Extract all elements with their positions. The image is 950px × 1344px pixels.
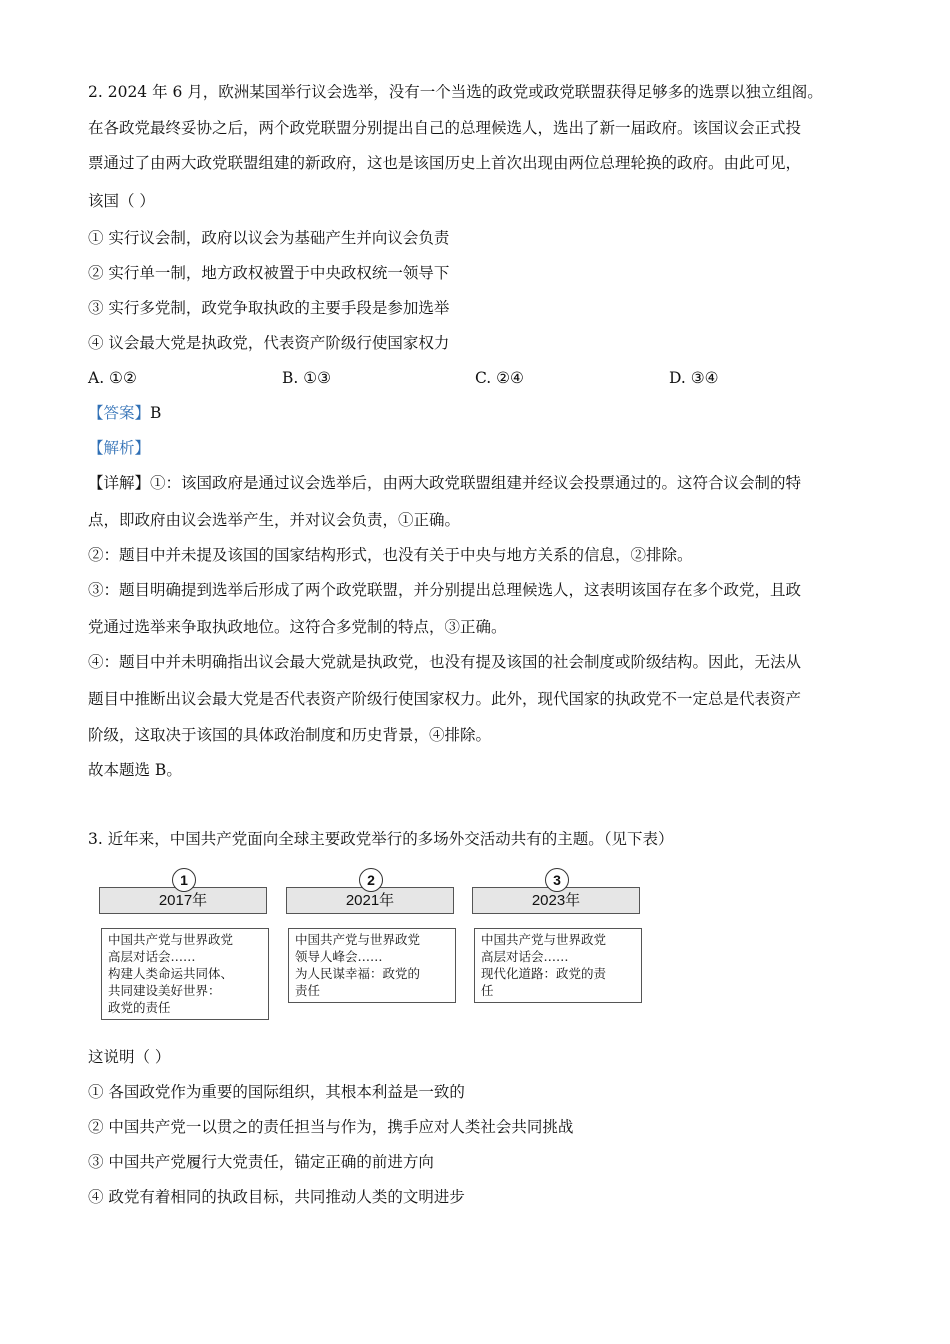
year-header-3: 2023年 bbox=[472, 887, 640, 914]
q2-detail-line-7: 题目中推断出议会最大党是否代表资产阶级行使国家权力。此外，现代国家的执政党不一定总是代表资产 bbox=[88, 690, 802, 708]
event-box-1: 中国共产党与世界政党 高层对话会…… 构建人类命运共同体、 共同建设美好世界： 政党的责任 bbox=[101, 928, 269, 1020]
q3-statement-2: ② 中国共产党一以贯之的责任担当与作为，携手应对人类社会共同挑战 bbox=[88, 1118, 574, 1136]
q3-statement-4: ④ 政党有着相同的执政目标，共同推动人类的文明进步 bbox=[88, 1188, 465, 1206]
q2-option-b: B. ①③ bbox=[282, 369, 332, 387]
event-box-2: 中国共产党与世界政党 领导人峰会…… 为人民谋幸福：政党的 责任 bbox=[288, 928, 456, 1003]
q2-stem-line-3: 票通过了由两大政党联盟组建的新政府，这也是该国历史上首次出现由两位总理轮换的政府。由此可见， bbox=[88, 154, 802, 172]
q2-stem-line-2: 在各政党最终妥协之后，两个政党联盟分别提出自己的总理候选人，选出了新一届政府。该国议会正式投 bbox=[88, 119, 802, 137]
q2-detail-line-2: 点，即政府由议会选举产生，并对议会负责，①正确。 bbox=[88, 511, 461, 529]
q3-prompt: 这说明（ ） bbox=[88, 1048, 171, 1066]
q2-detail-line-6: ④：题目中并未明确指出议会最大党就是执政党，也没有提及该国的社会制度或阶级结构。因此，无法从 bbox=[88, 653, 802, 671]
detail-tag: 【详解】 bbox=[88, 474, 151, 492]
analysis-tag: 【解析】 bbox=[88, 439, 151, 457]
answer-tag: 【答案】 bbox=[88, 404, 151, 422]
number-circle-3: 3 bbox=[545, 868, 569, 892]
q2-detail-line-8: 阶级，这取决于该国的具体政治制度和历史背景，④排除。 bbox=[88, 726, 492, 744]
year-header-1: 2017年 bbox=[99, 887, 267, 914]
q3-statement-3: ③ 中国共产党履行大党责任，锚定正确的前进方向 bbox=[88, 1153, 434, 1171]
number-circle-2: 2 bbox=[359, 868, 383, 892]
event-box-3: 中国共产党与世界政党 高层对话会…… 现代化道路：政党的责 任 bbox=[474, 928, 642, 1003]
q2-conclusion: 故本题选 B。 bbox=[88, 761, 182, 779]
q2-statement-1: ① 实行议会制，政府以议会为基础产生并向议会负责 bbox=[88, 229, 450, 247]
q2-detail-line-1 bbox=[88, 472, 878, 494]
q2-detail-line-3: ②：题目中并未提及该国的国家结构形式，也没有关于中央与地方关系的信息，②排除。 bbox=[88, 546, 693, 564]
q2-answer bbox=[88, 402, 878, 424]
q2-option-c: C. ②④ bbox=[475, 369, 524, 387]
detail-first-text: ①：该国政府是通过议会选举后，由两大政党联盟组建并经议会投票通过的。这符合议会制的特 bbox=[150, 474, 802, 492]
q2-statement-3: ③ 实行多党制，政党争取执政的主要手段是参加选举 bbox=[88, 299, 450, 317]
q2-option-a: A. ①② bbox=[88, 369, 137, 387]
q2-detail-line-5: 党通过选举来争取执政地位。这符合多党制的特点，③正确。 bbox=[88, 618, 507, 636]
answer-value: B bbox=[150, 404, 162, 422]
q3-stem: 3. 近年来，中国共产党面向全球主要政党举行的多场外交活动共有的主题。（见下表） bbox=[88, 830, 674, 848]
q2-stem-line-1: 2. 2024 年 6 月，欧洲某国举行议会选举，没有一个当选的政党或政党联盟获得足够多的选票以独立组阁。 bbox=[88, 83, 823, 101]
q2-option-d: D. ③④ bbox=[669, 369, 719, 387]
q2-stem-line-4: 该国（ ） bbox=[88, 192, 155, 210]
q2-statement-4: ④ 议会最大党是执政党，代表资产阶级行使国家权力 bbox=[88, 334, 450, 352]
q2-analysis-heading bbox=[88, 437, 878, 459]
year-header-2: 2021年 bbox=[286, 887, 454, 914]
q2-detail-line-4: ③：题目明确提到选举后形成了两个政党联盟，并分别提出总理候选人，这表明该国存在多个政党，且政 bbox=[88, 581, 802, 599]
q2-statement-2: ② 实行单一制，地方政权被置于中央政权统一领导下 bbox=[88, 264, 450, 282]
number-circle-1: 1 bbox=[172, 868, 196, 892]
q3-statement-1: ① 各国政党作为重要的国际组织，其根本利益是一致的 bbox=[88, 1083, 465, 1101]
